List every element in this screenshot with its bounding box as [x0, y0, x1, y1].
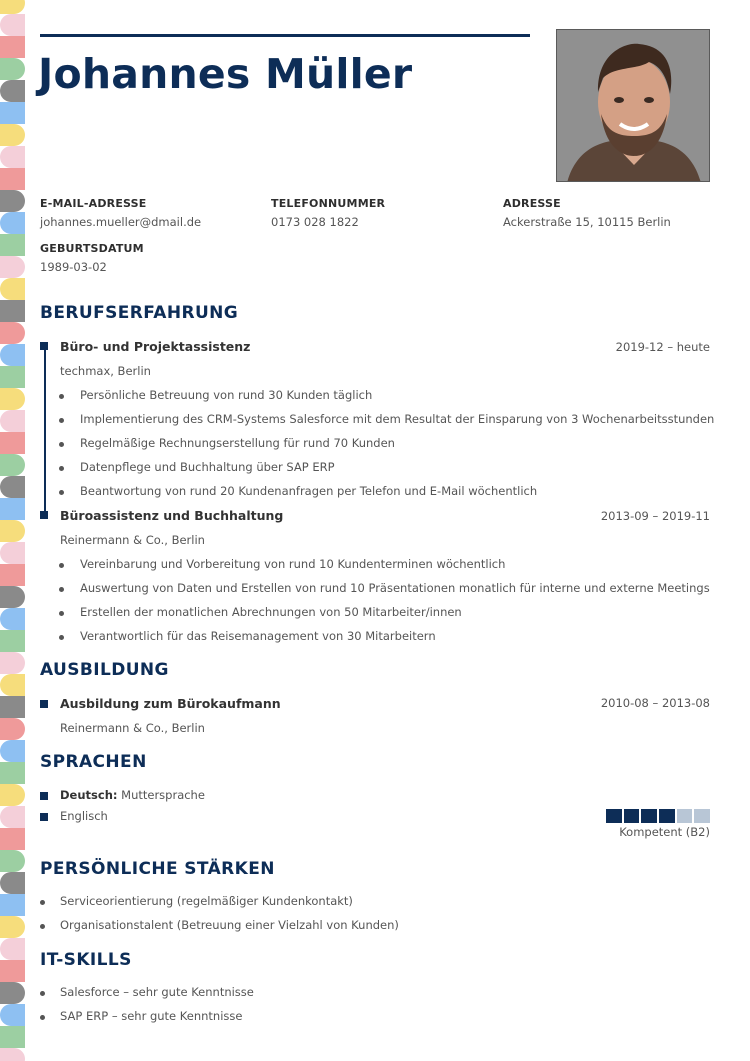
- pattern-tile: [0, 146, 25, 168]
- pattern-shape: [0, 674, 25, 696]
- pattern-tile: [0, 234, 25, 256]
- pattern-tile: [0, 1048, 25, 1061]
- pattern-shape: [0, 80, 25, 102]
- pattern-shape: [0, 938, 25, 960]
- level-segment-filled: [606, 809, 622, 823]
- section-title-experience: BERUFSERFAHRUNG: [40, 303, 239, 323]
- portrait-icon: [557, 30, 710, 182]
- pattern-tile: [0, 960, 25, 982]
- pattern-tile: [0, 124, 25, 146]
- pattern-tile: [0, 740, 25, 762]
- bullet-icon: [40, 900, 45, 905]
- bullet-square-icon: [40, 792, 48, 800]
- bullet-icon: [59, 418, 64, 423]
- pattern-shape: [0, 1048, 25, 1061]
- header-rule: [40, 34, 530, 37]
- pattern-tile: [0, 0, 25, 14]
- job-company: techmax, Berlin: [60, 364, 151, 378]
- pattern-shape: [0, 58, 25, 80]
- pattern-shape: [0, 542, 25, 564]
- phone-label: TELEFONNUMMER: [271, 197, 386, 210]
- bullet-icon: [59, 587, 64, 592]
- job-title: Büroassistenz und Buchhaltung: [60, 508, 284, 523]
- pattern-tile: [0, 696, 25, 718]
- section-title-strengths: PERSÖNLICHE STÄRKEN: [40, 859, 275, 879]
- timeline-marker: [40, 342, 48, 350]
- timeline-marker: [40, 700, 48, 708]
- education-date: 2010-08 – 2013-08: [600, 696, 710, 710]
- pattern-shape: [0, 366, 25, 388]
- level-segment-filled: [659, 809, 675, 823]
- pattern-shape: [0, 278, 25, 300]
- pattern-tile: [0, 102, 25, 124]
- level-segment-filled: [641, 809, 657, 823]
- pattern-tile: [0, 982, 25, 1004]
- pattern-shape: [0, 696, 25, 718]
- pattern-shape: [0, 1026, 25, 1048]
- pattern-tile: [0, 652, 25, 674]
- experience-timeline: [44, 346, 46, 516]
- pattern-shape: [0, 564, 25, 586]
- pattern-tile: [0, 366, 25, 388]
- pattern-tile: [0, 542, 25, 564]
- pattern-shape: [0, 498, 25, 520]
- pattern-tile: [0, 256, 25, 278]
- pattern-shape: [0, 168, 25, 190]
- bullet-icon: [59, 611, 64, 616]
- pattern-tile: [0, 828, 25, 850]
- email-label: E-MAIL-ADRESSE: [40, 197, 147, 210]
- pattern-shape: [0, 630, 25, 652]
- level-segment-empty: [694, 809, 710, 823]
- birthdate-value: 1989-03-02: [40, 260, 107, 274]
- pattern-shape: [0, 344, 25, 366]
- bullet-icon: [40, 924, 45, 929]
- pattern-tile: [0, 850, 25, 872]
- pattern-shape: [0, 300, 25, 322]
- pattern-tile: [0, 894, 25, 916]
- pattern-tile: [0, 212, 25, 234]
- pattern-shape: [0, 388, 25, 410]
- pattern-shape: [0, 762, 25, 784]
- decorative-pattern-strip: [0, 0, 25, 1061]
- bullet-icon: [59, 563, 64, 568]
- pattern-tile: [0, 80, 25, 102]
- pattern-tile: [0, 476, 25, 498]
- pattern-shape: [0, 0, 25, 14]
- bullet-icon: [59, 442, 64, 447]
- pattern-shape: [0, 234, 25, 256]
- section-title-languages: SPRACHEN: [40, 752, 147, 772]
- pattern-shape: [0, 520, 25, 542]
- pattern-shape: [0, 652, 25, 674]
- level-segment-empty: [677, 809, 693, 823]
- bullet-square-icon: [40, 813, 48, 821]
- pattern-tile: [0, 762, 25, 784]
- bullet-icon: [59, 466, 64, 471]
- pattern-shape: [0, 718, 25, 740]
- pattern-tile: [0, 300, 25, 322]
- pattern-shape: [0, 916, 25, 938]
- pattern-tile: [0, 1026, 25, 1048]
- pattern-tile: [0, 190, 25, 212]
- pattern-shape: [0, 454, 25, 476]
- job-date: 2013-09 – 2019-11: [600, 509, 710, 523]
- pattern-shape: [0, 124, 25, 146]
- bullet-icon: [59, 635, 64, 640]
- pattern-tile: [0, 498, 25, 520]
- pattern-shape: [0, 828, 25, 850]
- pattern-tile: [0, 608, 25, 630]
- pattern-shape: [0, 146, 25, 168]
- pattern-shape: [0, 850, 25, 872]
- contact-birthdate: [40, 242, 144, 274]
- pattern-shape: [0, 476, 25, 498]
- pattern-tile: [0, 784, 25, 806]
- contact-email: [40, 197, 201, 229]
- timeline-marker: [40, 511, 48, 519]
- section-title-it-skills: IT-SKILLS: [40, 950, 132, 970]
- pattern-tile: [0, 916, 25, 938]
- pattern-tile: [0, 388, 25, 410]
- pattern-tile: [0, 36, 25, 58]
- pattern-tile: [0, 410, 25, 432]
- pattern-shape: [0, 256, 25, 278]
- pattern-shape: [0, 586, 25, 608]
- pattern-tile: [0, 344, 25, 366]
- language-name: Deutsch:: [60, 788, 118, 802]
- pattern-tile: [0, 322, 25, 344]
- pattern-tile: [0, 58, 25, 80]
- language-level-label: Kompetent (B2): [619, 825, 710, 839]
- pattern-tile: [0, 586, 25, 608]
- pattern-shape: [0, 322, 25, 344]
- language-name: Englisch: [60, 809, 108, 823]
- pattern-shape: [0, 608, 25, 630]
- pattern-tile: [0, 520, 25, 542]
- pattern-shape: [0, 740, 25, 762]
- pattern-shape: [0, 1004, 25, 1026]
- phone-value: 0173 028 1822: [271, 215, 359, 229]
- pattern-shape: [0, 872, 25, 894]
- email-value: johannes.mueller@dmail.de: [40, 215, 202, 229]
- pattern-shape: [0, 432, 25, 454]
- pattern-tile: [0, 168, 25, 190]
- profile-photo: [556, 29, 710, 182]
- pattern-shape: [0, 14, 25, 36]
- pattern-tile: [0, 1004, 25, 1026]
- education-institution: Reinermann & Co., Berlin: [60, 721, 205, 735]
- pattern-tile: [0, 630, 25, 652]
- pattern-shape: [0, 410, 25, 432]
- level-segment-filled: [624, 809, 640, 823]
- job-title: Büro- und Projektassistenz: [60, 339, 251, 354]
- bullet-icon: [59, 490, 64, 495]
- pattern-tile: [0, 938, 25, 960]
- pattern-shape: [0, 894, 25, 916]
- job-company: Reinermann & Co., Berlin: [60, 533, 205, 547]
- pattern-tile: [0, 278, 25, 300]
- language-level: Muttersprache: [121, 788, 205, 802]
- bullet-icon: [40, 1015, 45, 1020]
- pattern-tile: [0, 806, 25, 828]
- pattern-shape: [0, 982, 25, 1004]
- pattern-tile: [0, 872, 25, 894]
- contact-phone: [271, 197, 385, 229]
- address-value: Ackerstraße 15, 10115 Berlin: [503, 215, 671, 229]
- bullet-icon: [40, 991, 45, 996]
- pattern-tile: [0, 718, 25, 740]
- pattern-shape: [0, 190, 25, 212]
- pattern-shape: [0, 784, 25, 806]
- contact-address: [503, 197, 671, 229]
- pattern-shape: [0, 102, 25, 124]
- education-title: Ausbildung zum Bürokaufmann: [60, 696, 281, 711]
- pattern-tile: [0, 432, 25, 454]
- birthdate-label: GEBURTSDATUM: [40, 242, 144, 255]
- language-level-bar: [606, 809, 710, 823]
- pattern-shape: [0, 806, 25, 828]
- pattern-tile: [0, 14, 25, 36]
- pattern-tile: [0, 454, 25, 476]
- section-title-education: AUSBILDUNG: [40, 660, 169, 680]
- pattern-shape: [0, 36, 25, 58]
- bullet-icon: [59, 394, 64, 399]
- address-label: ADRESSE: [503, 197, 561, 210]
- pattern-tile: [0, 564, 25, 586]
- applicant-name: Johannes Müller: [38, 50, 413, 98]
- pattern-shape: [0, 960, 25, 982]
- job-date: 2019-12 – heute: [615, 340, 710, 354]
- pattern-shape: [0, 212, 25, 234]
- pattern-tile: [0, 674, 25, 696]
